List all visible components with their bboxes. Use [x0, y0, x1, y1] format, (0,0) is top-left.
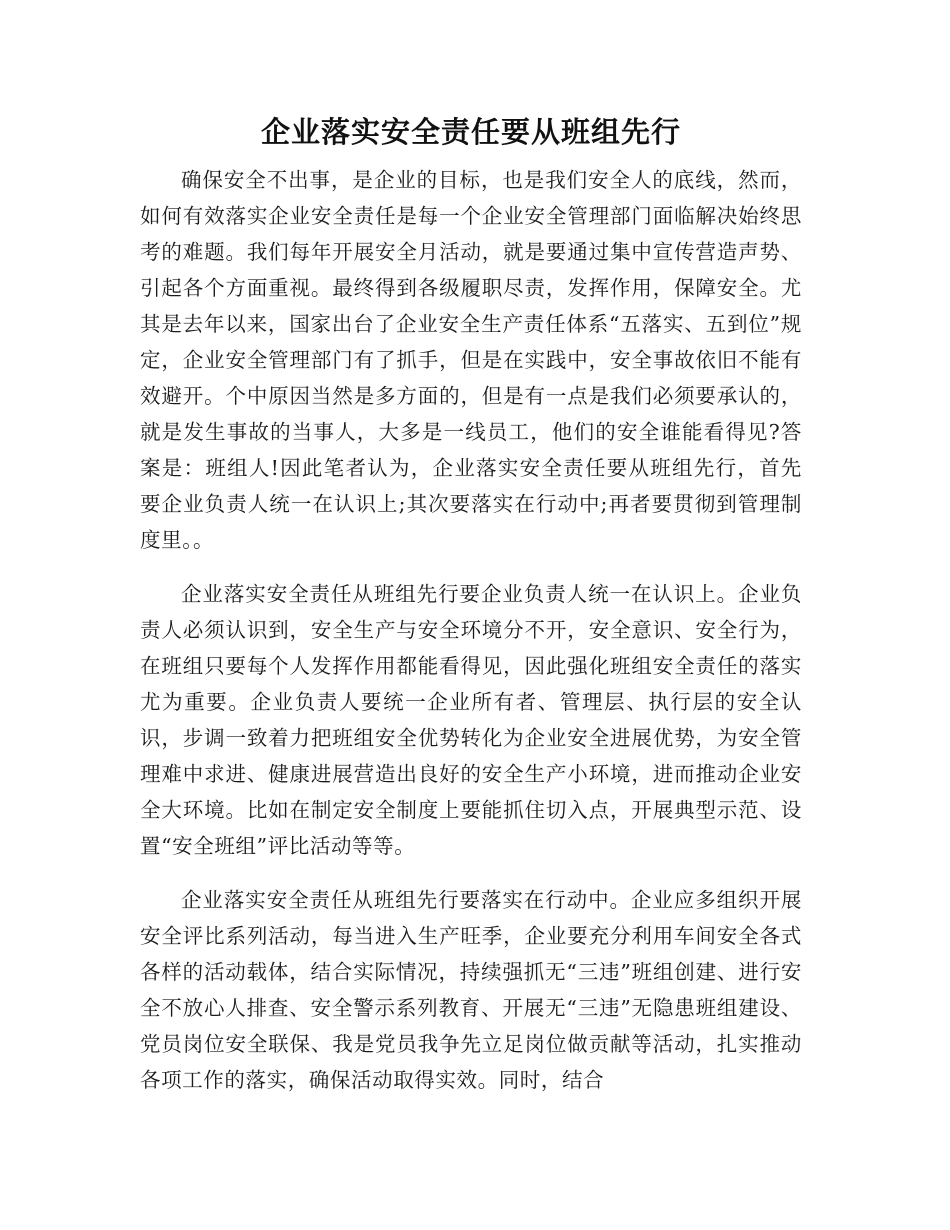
paragraph-3: 企业落实安全责任从班组先行要落实在行动中。企业应多组织开展安全评比系列活动，每当进入生产旺季，企业要充分利用车间安全各式各样的活动载体，结合实际情况，持续强抓无“三违”班组创建、进行安全不放心人排查、安全警示系列教育、开展无“三违”无隐患班组建设、党员岗位安全联保、我是党员我争先立足岗位做贡献等活动，扎实推动各项工作的落实，确保活动取得实效。同时，结合 — [140, 888, 802, 1092]
paragraph-1: 确保安全不出事，是企业的目标，也是我们安全人的底线，然而，如何有效落实企业安全责任是每一个企业安全管理部门面临解决始终思考的难题。我们每年开展安全月活动，就是要通过集中宣传营造声势、引起各个方面重视。最终得到各级履职尽责，发挥作用，保障安全。尤其是去年以来，国家出台了企业安全生产责任体系“五落实、五到位”规定，企业安全管理部门有了抓手，但是在实践中，安全事故依旧不能有效避开。个中原因当然是多方面的，但是有一点是我们必须要承认的，就是发生事故的当事人，大多是一线员工，他们的安全谁能看得见?答案是：班组人!因此笔者认为，企业落实安全责任要从班组先行，首先要企业负责人统一在认识上;其次要落实在行动中;再者要贯彻到管理制度里。。 — [140, 168, 802, 552]
document-page — [140, 112, 802, 1098]
paragraph-2: 企业落实安全责任从班组先行要企业负责人统一在认识上。企业负责人必须认识到，安全生产与安全环境分不开，安全意识、安全行为，在班组只要每个人发挥作用都能看得见，因此强化班组安全责任的落实尤为重要。企业负责人要统一企业所有者、管理层、执行层的安全认识，步调一致着力把班组安全优势转化为企业安全进展优势，为安全管理难中求进、健康进展营造出良好的安全生产小环境，进而推动企业安全大环境。比如在制定安全制度上要能抓住切入点，开展典型示范、设置“安全班组”评比活动等等。 — [140, 582, 802, 858]
document-title: 企业落实安全责任要从班组先行 — [260, 115, 681, 149]
